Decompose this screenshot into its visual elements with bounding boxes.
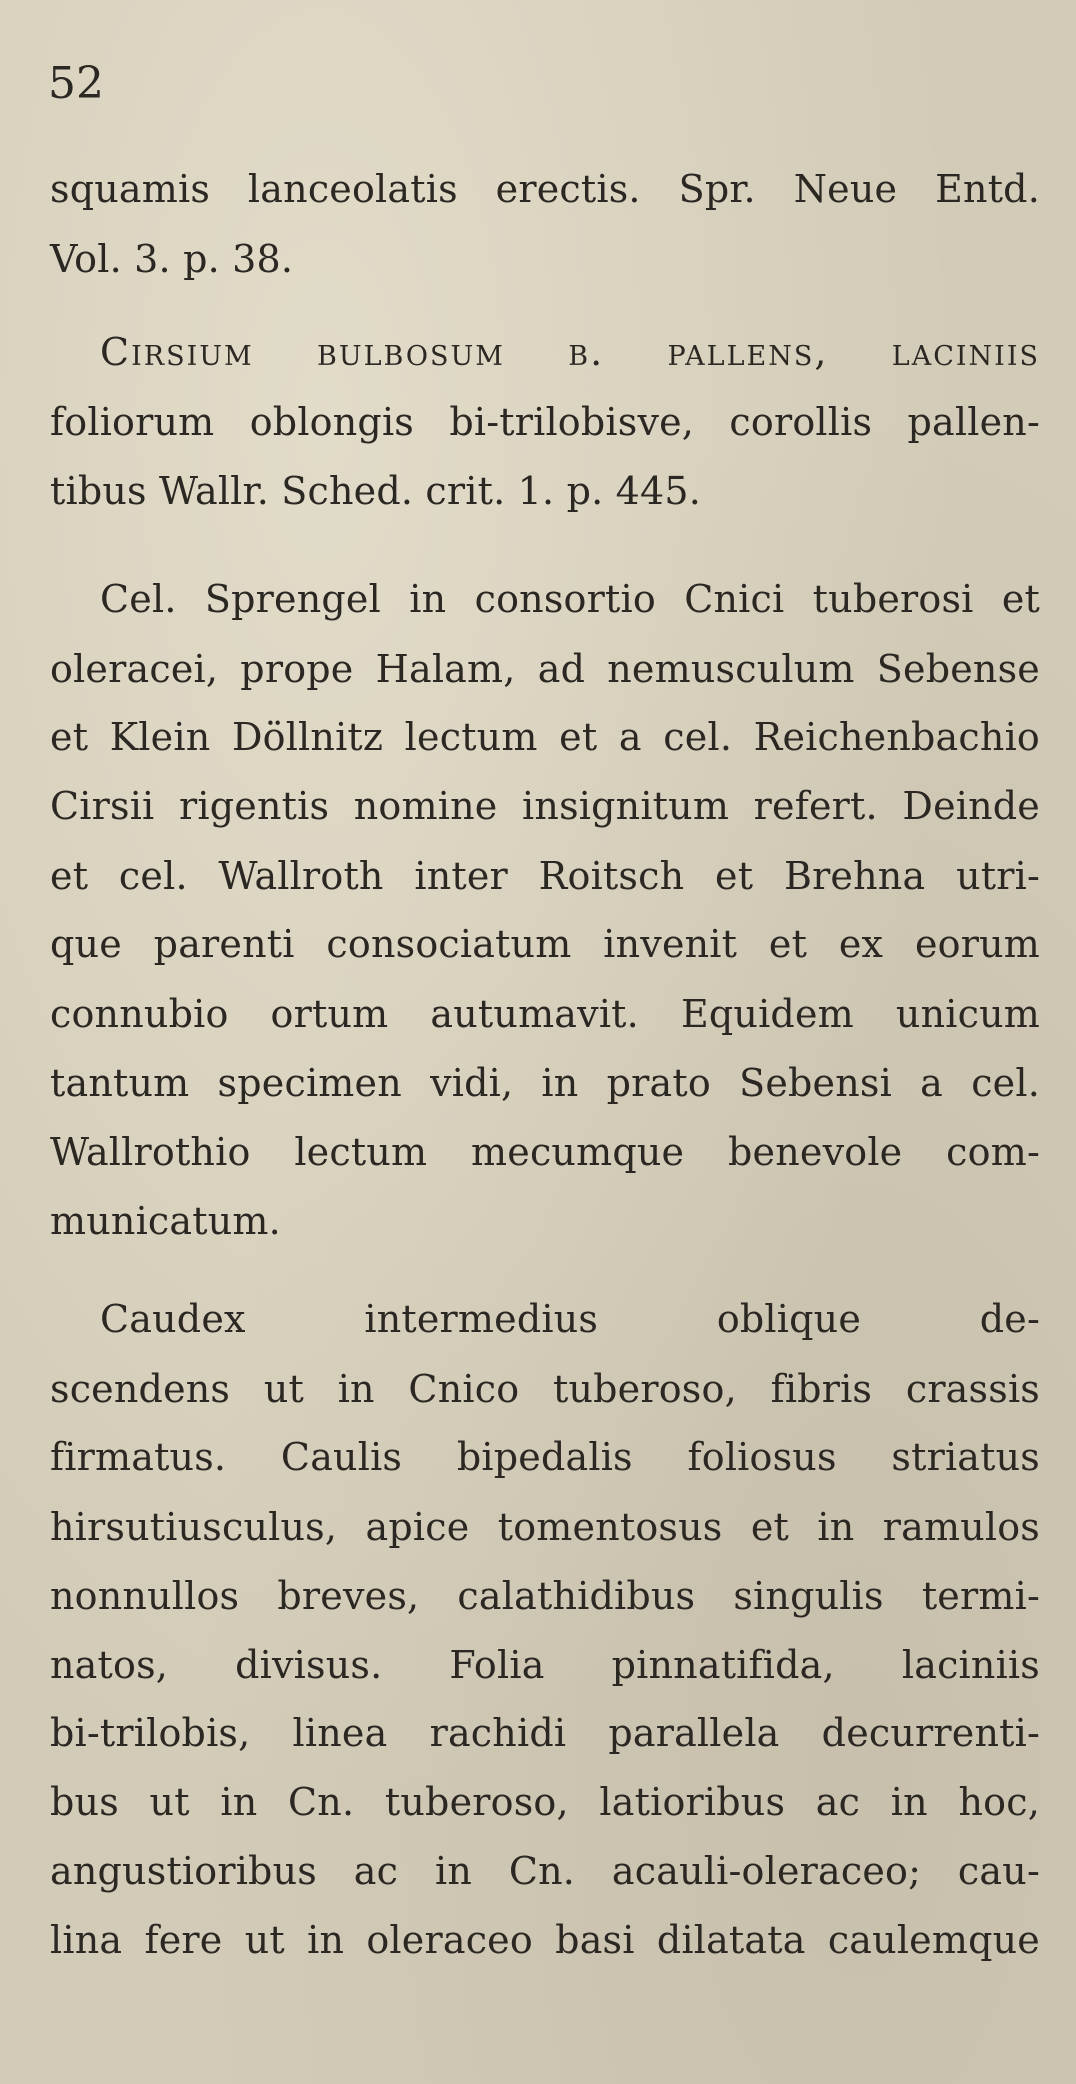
text-line-spaced: Caudex intermedius oblique de- bbox=[100, 1297, 1040, 1341]
text-line: oleracei, prope Halam, ad nemusculum Sebense bbox=[50, 647, 1040, 691]
text-line: et cel. Wallroth inter Roitsch et Brehna utri- bbox=[50, 854, 1040, 898]
text-line: Vol. 3. p. 38. bbox=[50, 237, 294, 281]
text-line: bi-trilobis, linea rachidi parallela decurrenti- bbox=[50, 1711, 1040, 1755]
text-line: firmatus. Caulis bipedalis foliosus striatus bbox=[50, 1435, 1040, 1479]
text-line: Cirsii rigentis nomine insignitum refert. Deinde bbox=[50, 784, 1040, 828]
text-line: que parenti consociatum invenit et ex eorum bbox=[50, 922, 1040, 966]
text-line: angustioribus ac in Cn. acauli-oleraceo; cau- bbox=[50, 1849, 1040, 1893]
text-line: municatum. bbox=[50, 1199, 281, 1243]
text-line: bus ut in Cn. tuberoso, latioribus ac in hoc, bbox=[50, 1780, 1040, 1824]
text-line: Cel. Sprengel in consortio Cnici tuberosi et bbox=[100, 577, 1040, 621]
text-line: nonnullos breves, calathidibus singulis termi- bbox=[50, 1574, 1040, 1618]
text-line: tibus Wallr. Sched. crit. 1. p. 445. bbox=[50, 469, 702, 513]
text-line: scendens ut in Cnico tuberoso, fibris crassis bbox=[50, 1367, 1040, 1411]
text-line: hirsutiusculus, apice tomentosus et in ramulos bbox=[50, 1505, 1040, 1549]
text-line: lina fere ut in oleraceo basi dilatata caulemque bbox=[50, 1918, 1040, 1962]
text-line: foliorum oblongis bi-trilobisve, corollis pallen- bbox=[50, 400, 1040, 444]
text-line: squamis lanceolatis erectis. Spr. Neue Entd. bbox=[50, 167, 1040, 211]
text-line: tantum specimen vidi, in prato Sebensi a cel. bbox=[50, 1061, 1040, 1105]
text-line: Wallrothio lectum mecumque benevole com- bbox=[50, 1130, 1040, 1174]
text-line: connubio ortum autumavit. Equidem unicum bbox=[50, 992, 1040, 1036]
text-line: natos, divisus. Folia pinnatifida, laciniis bbox=[50, 1643, 1040, 1687]
page-number: 52 bbox=[48, 58, 104, 109]
text-line: et Klein Döllnitz lectum et a cel. Reichenbachio bbox=[50, 715, 1040, 759]
text-line-heading: Cirsium bulbosum β. pallens, laciniis bbox=[100, 330, 1040, 374]
